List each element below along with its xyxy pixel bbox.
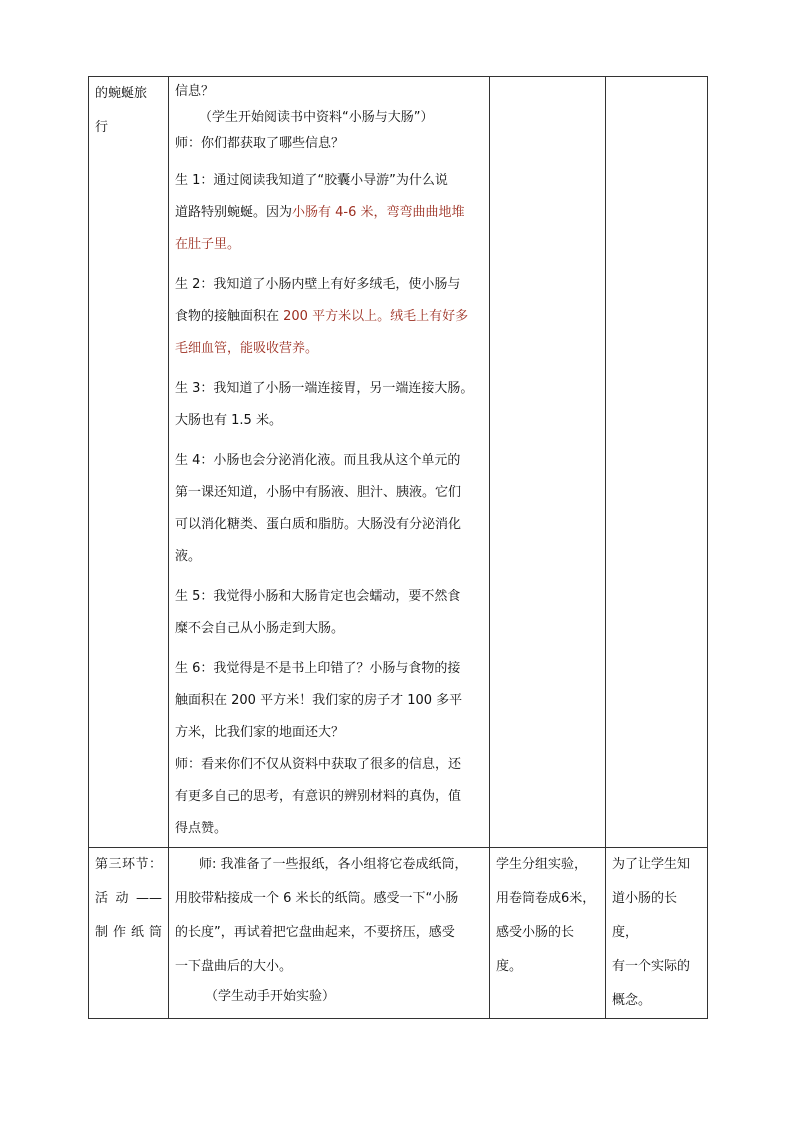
text-line: 学生分组实验， bbox=[496, 857, 588, 872]
text-line: 一下盘曲后的大小。 bbox=[175, 959, 293, 974]
text-line: 师：看来你们不仅从资料中获取了很多的信息，还 bbox=[175, 757, 462, 772]
text-line: 有更多自己的思考，有意识的辨别材料的真伪，值 bbox=[175, 789, 462, 804]
student-activity-cell bbox=[490, 77, 606, 848]
design-intent-cell bbox=[606, 848, 708, 1019]
text-line: 感受小肠的长度。 bbox=[496, 925, 575, 974]
text-line: 液。 bbox=[175, 549, 202, 564]
text-line: 为了让学生知 bbox=[612, 857, 691, 872]
text-line: （学生开始阅读书中资料“小肠与大肠”） bbox=[199, 110, 434, 125]
text-line: 在肚子里。 bbox=[175, 237, 241, 252]
stage-label: 活 动 —— bbox=[95, 891, 162, 906]
text-line: 得点赞。 bbox=[175, 821, 228, 836]
text-line: 生 3：我知道了小肠一端连接胃，另一端连接大肠。 bbox=[175, 381, 474, 396]
stage-cell bbox=[89, 848, 169, 1019]
student-activity-cell bbox=[490, 848, 606, 1019]
table-row bbox=[89, 848, 708, 1019]
text-line: 可以消化糖类、蛋白质和脂肪。大肠没有分泌消化 bbox=[175, 517, 462, 532]
stage-label: 行 bbox=[95, 120, 109, 135]
text-line: 食物的接触面积在 200 平方米以上。绒毛上有好多 bbox=[175, 309, 469, 324]
text-line: （学生动手开始实验） bbox=[205, 989, 336, 1004]
text-line: 的长度”，再试着把它盘曲起来，不要挤压，感受 bbox=[175, 925, 455, 940]
text-line: 用卷筒卷成6米， bbox=[496, 891, 596, 906]
text-line: 糜不会自己从小肠走到大肠。 bbox=[175, 621, 345, 636]
text-line: 生 4：小肠也会分泌消化液。而且我从这个单元的 bbox=[175, 453, 461, 468]
text-line: 用胶带粘接成一个 6 米长的纸筒。感受一下“小肠 bbox=[175, 891, 459, 906]
text-line: 信息？ bbox=[175, 84, 215, 99]
stage-label: 第三环节： bbox=[95, 857, 162, 872]
text-line: 师: 我准备了一些报纸，各小组将它卷成纸筒， bbox=[199, 857, 468, 872]
design-intent-cell bbox=[606, 77, 708, 848]
stage-cell bbox=[89, 77, 169, 848]
text-line: 师：你们都获取了哪些信息？ bbox=[175, 136, 345, 151]
text-line: 大肠也有 1.5 米。 bbox=[175, 413, 282, 428]
text-line: 概念。 bbox=[612, 993, 652, 1008]
stage-label: 制 作 纸 筒 bbox=[95, 925, 162, 940]
text-line: 第一课还知道，小肠中有肠液、胆汁、胰液。它们 bbox=[175, 485, 462, 500]
text-line: 生 5：我觉得小肠和大肠肯定也会蠕动，要不然食 bbox=[175, 589, 461, 604]
table-row bbox=[89, 77, 708, 848]
text-line: 方米，比我们家的地面还大？ bbox=[175, 725, 345, 740]
text-line: 生 2：我知道了小肠内壁上有好多绒毛，使小肠与 bbox=[175, 277, 461, 292]
text-line: 生 1：通过阅读我知道了“胶囊小导游”为什么说 bbox=[175, 173, 448, 188]
content-cell bbox=[169, 77, 490, 848]
text-line: 有一个实际的 bbox=[612, 959, 691, 974]
text-line: 生 6：我觉得是不是书上印错了？小肠与食物的接 bbox=[175, 661, 461, 676]
text-line: 道路特别蜿蜒。因为小肠有 4-6 米，弯弯曲曲地堆 bbox=[175, 205, 465, 220]
content-cell bbox=[169, 848, 490, 1019]
text-line: 毛细血管，能吸收营养。 bbox=[175, 341, 319, 356]
text-line: 触面积在 200 平方米！我们家的房子才 100 多平 bbox=[175, 693, 463, 708]
stage-label: 的蜿蜒旅 bbox=[95, 86, 148, 101]
text-line: 道小肠的长度， bbox=[612, 891, 678, 940]
lesson-plan-table bbox=[88, 76, 708, 1019]
